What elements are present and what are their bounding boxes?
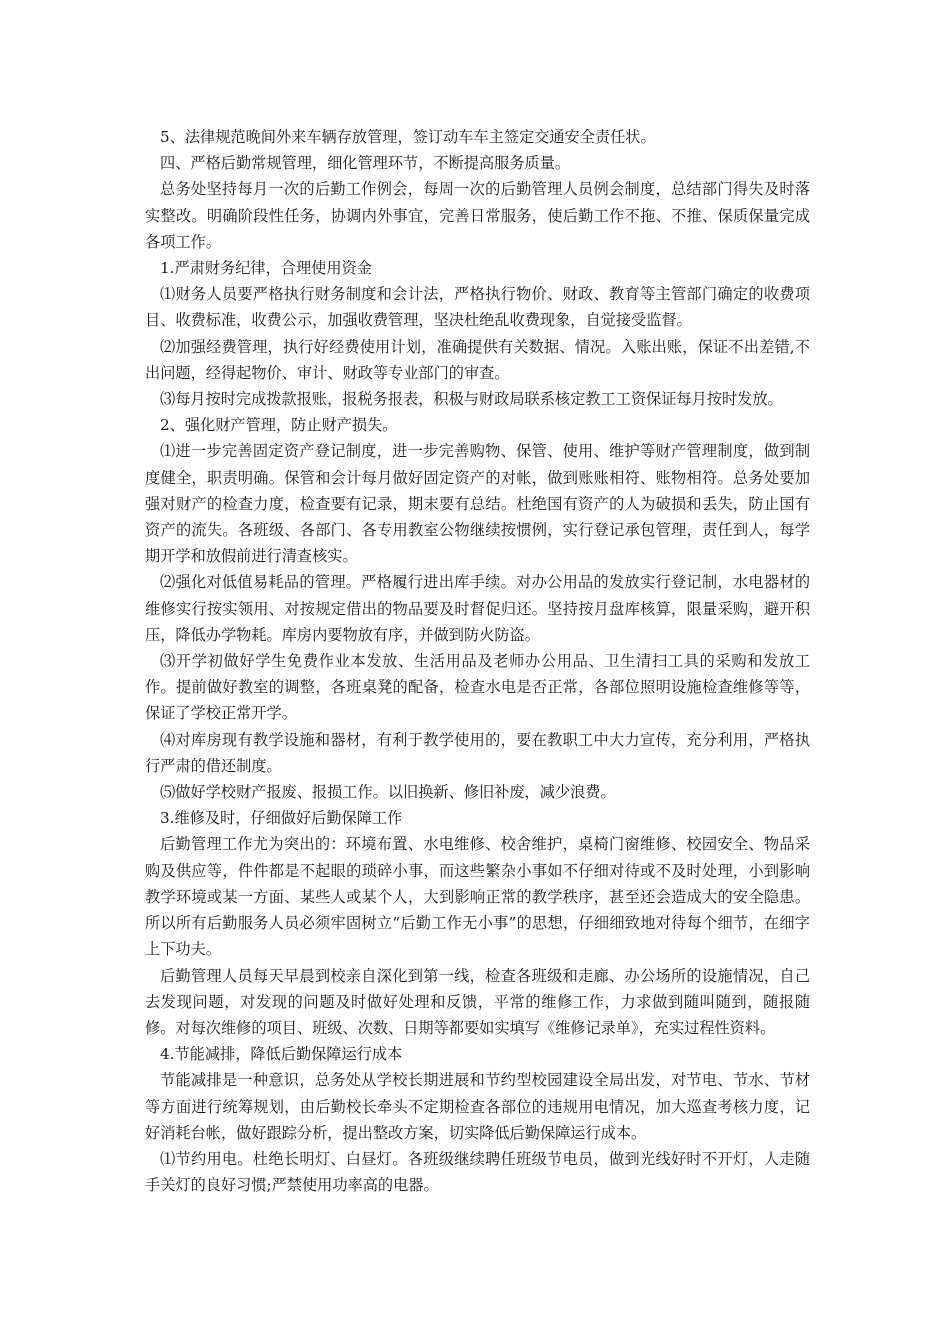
list-item: ⑶开学初做好学生免费作业本发放、生活用品及老师办公用品、卫生清扫工具的采购和发放工作。提前做好教室的调整，各班桌凳的配备，检查水电是否正常，各部位照明设施检查维修等等，保证了学校正常开学。 <box>145 652 810 723</box>
subsection-heading: 4.节能减排，降低后勤保障运行成本 <box>160 1045 403 1064</box>
list-item: ⑴节约用电。杜绝长明灯、白昼灯。各班级继续聘任班级节电员，做到光线好时不开灯，人走随手关灯的良好习惯;严禁使用功率高的电器。 <box>145 1149 810 1195</box>
list-item: ⑸做好学校财产报废、报损工作。以旧换新、修旧补废，减少浪费。 <box>160 783 616 802</box>
list-item: ⑵强化对低值易耗品的管理。严格履行进出库手续。对办公用品的发放实行登记制，水电器材的维修实行按实领用、对按规定借出的物品要及时督促归还。坚持按月盘库核算，限量采购，避开积压，降低办学物耗。库房内要物放有序，并做到防火防盗。 <box>145 573 810 644</box>
list-item: ⑷对库房现有教学设施和器材，有利于教学使用的，要在教职工中大力宣传，充分利用，严格执行严肃的借还制度。 <box>145 730 810 775</box>
subsection-heading: 2、强化财产管理，防止财产损失。 <box>160 416 398 435</box>
list-item: ⑵加强经费管理，执行好经费使用计划，准确提供有关数据、情况。入账出账，保证不出差错,不出问题，经得起物价、审计、财政等专业部门的审查。 <box>145 337 810 382</box>
list-item: ⑴进一步完善固定资产登记制度，进一步完善购物、保管、使用、维护等财产管理制度，做到制度健全，职责明确。保管和会计每月做好固定资产的对帐，做到账账相符、账物相符。总务处要加强对财产的检查力度，检查要有记录，期末要有总结。杜绝国有资产的人为破损和丢失，防止国有资产的流失。各班级、各部门、各专用教室公物继续按惯例，实行登记承包管理，责任到人，每学期开学和放假前进行清查核实。 <box>145 442 810 566</box>
paragraph: 节能减排是一种意识，总务处从学校长期进展和节约型校园建设全局出发，对节电、节水、节材等方面进行统筹规划，由后勤校长牵头不定期检查各部位的违规用电情况，加大巡查考核力度，记好消耗台帐，做好跟踪分析，提出整改方案，切实降低后勤保障运行成本。 <box>145 1071 810 1142</box>
paragraph: 总务处坚持每月一次的后勤工作例会，每周一次的后勤管理人员例会制度，总结部门得失及时落实整改。明确阶段性任务，协调内外事宜，完善日常服务，使后勤工作不拖、不推、保质保量完成各项工作。 <box>145 180 810 251</box>
subsection-heading: 1.严肃财务纪律，合理使用资金 <box>160 259 372 278</box>
subsection-heading: 3.维修及时，仔细做好后勤保障工作 <box>160 809 403 828</box>
list-item: ⑴财务人员要严格执行财务制度和会计法，严格执行物价、财政、教育等主管部门确定的收费项目、收费标准，收费公示，加强收费管理，坚决杜绝乱收费现象，自觉接受监督。 <box>145 285 810 330</box>
document-page <box>145 124 810 1198</box>
section-heading: 四、严格后勤常规管理，细化管理环节，不断提高服务质量。 <box>160 154 571 173</box>
paragraph: 5、法律规范晚间外来车辆存放管理，签订动车车主签定交通安全责任状。 <box>160 128 656 146</box>
paragraph: 后勤管理人员每天早晨到校亲自深化到第一线，检查各班级和走廊、办公场所的设施情况，自己去发现问题，对发现的问题及时做好处理和反馈，平常的维修工作，力求做到随叫随到，随报随修。对每次维修的项目、班级、次数、日期等都要如实填写《维修记录单》，充实过程性资料。 <box>145 966 810 1037</box>
list-item: ⑶每月按时完成拨款报账，报税务报表，积极与财政局联系核定教工工资保证每月按时发放。 <box>160 390 783 409</box>
paragraph: 后勤管理工作尤为突出的：环境布置、水电维修、校舍维护，桌椅门窗维修、校园安全、物品采购及供应等，件件都是不起眼的琐碎小事，而这些繁杂小事如不仔细对待或不及时处理，小到影响教学环境或某一方面、某些人或某个人，大到影响正常的教学秩序，甚至还会造成大的安全隐患。所以所有后勤服务人员必须牢固树立“后勤工作无小事”的思想，仔细细致地对待每个细节，在细字上下功夫。 <box>145 835 810 959</box>
